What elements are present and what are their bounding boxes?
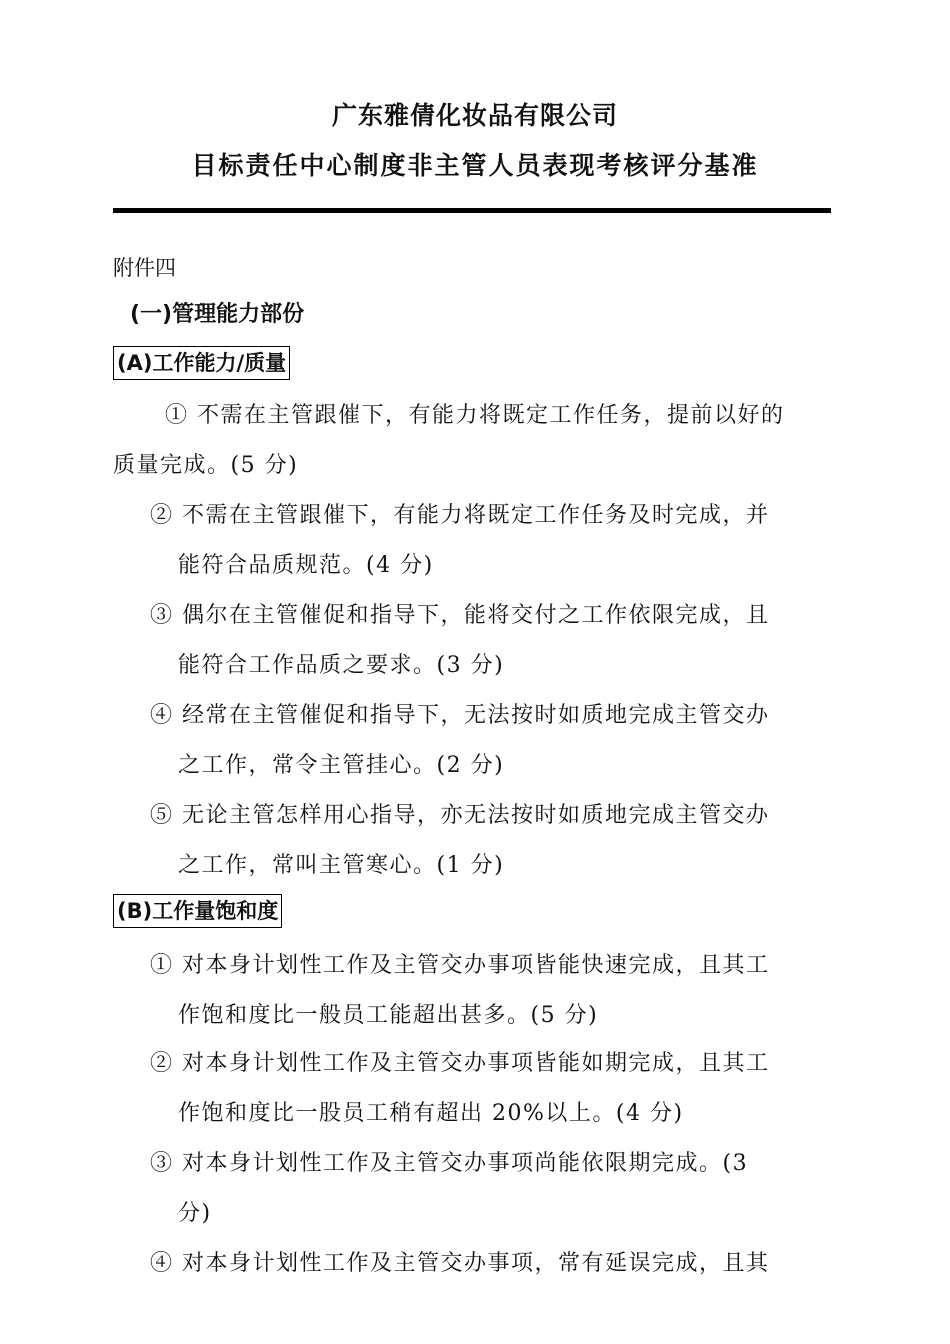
document-title: 目标责任中心制度非主管人员表现考核评分基准 bbox=[191, 151, 759, 180]
part-a-heading: (A)工作能力/质量 bbox=[113, 346, 290, 380]
criterion-line: 作饱和度比一般员工能超出甚多。(5 分) bbox=[178, 1003, 599, 1028]
criterion-line: 能符合工作品质之要求。(3 分) bbox=[178, 653, 505, 678]
criterion-line: 之工作，常叫主管寒心。(1 分) bbox=[178, 853, 505, 878]
criterion-line: 之工作，常令主管挂心。(2 分) bbox=[178, 753, 505, 778]
criterion-line: ① 对本身计划性工作及主管交办事项皆能快速完成，且其工 bbox=[150, 953, 770, 978]
title-divider bbox=[113, 208, 831, 213]
section-heading: (一)管理能力部份 bbox=[130, 302, 305, 327]
criterion-line: ④ 经常在主管催促和指导下，无法按时如质地完成主管交办 bbox=[150, 703, 770, 728]
criterion-line: 质量完成。(5 分) bbox=[113, 453, 299, 478]
criterion-line: ④ 对本身计划性工作及主管交办事项，常有延误完成，且其 bbox=[150, 1251, 770, 1276]
criterion-line: ⑤ 无论主管怎样用心指导，亦无法按时如质地完成主管交办 bbox=[150, 803, 770, 828]
criterion-line: ③ 偶尔在主管催促和指导下，能将交付之工作依限完成，且 bbox=[150, 603, 770, 628]
criterion-line: 分) bbox=[178, 1201, 212, 1226]
criterion-line: 作饱和度比一股员工稍有超出 20%以上。(4 分) bbox=[178, 1101, 684, 1126]
company-title: 广东雅倩化妆品有限公司 bbox=[331, 101, 618, 130]
criterion-line: ② 不需在主管跟催下，有能力将既定工作任务及时完成，并 bbox=[150, 503, 770, 528]
part-b-heading: (B)工作量饱和度 bbox=[113, 894, 282, 928]
criterion-line: ① 不需在主管跟催下，有能力将既定工作任务，提前以好的 bbox=[165, 403, 785, 428]
appendix-label: 附件四 bbox=[113, 256, 176, 280]
criterion-line: ③ 对本身计划性工作及主管交办事项尚能依限期完成。(3 bbox=[150, 1151, 749, 1176]
criterion-line: ② 对本身计划性工作及主管交办事项皆能如期完成，且其工 bbox=[150, 1051, 770, 1076]
criterion-line: 能符合品质规范。(4 分) bbox=[178, 553, 434, 578]
